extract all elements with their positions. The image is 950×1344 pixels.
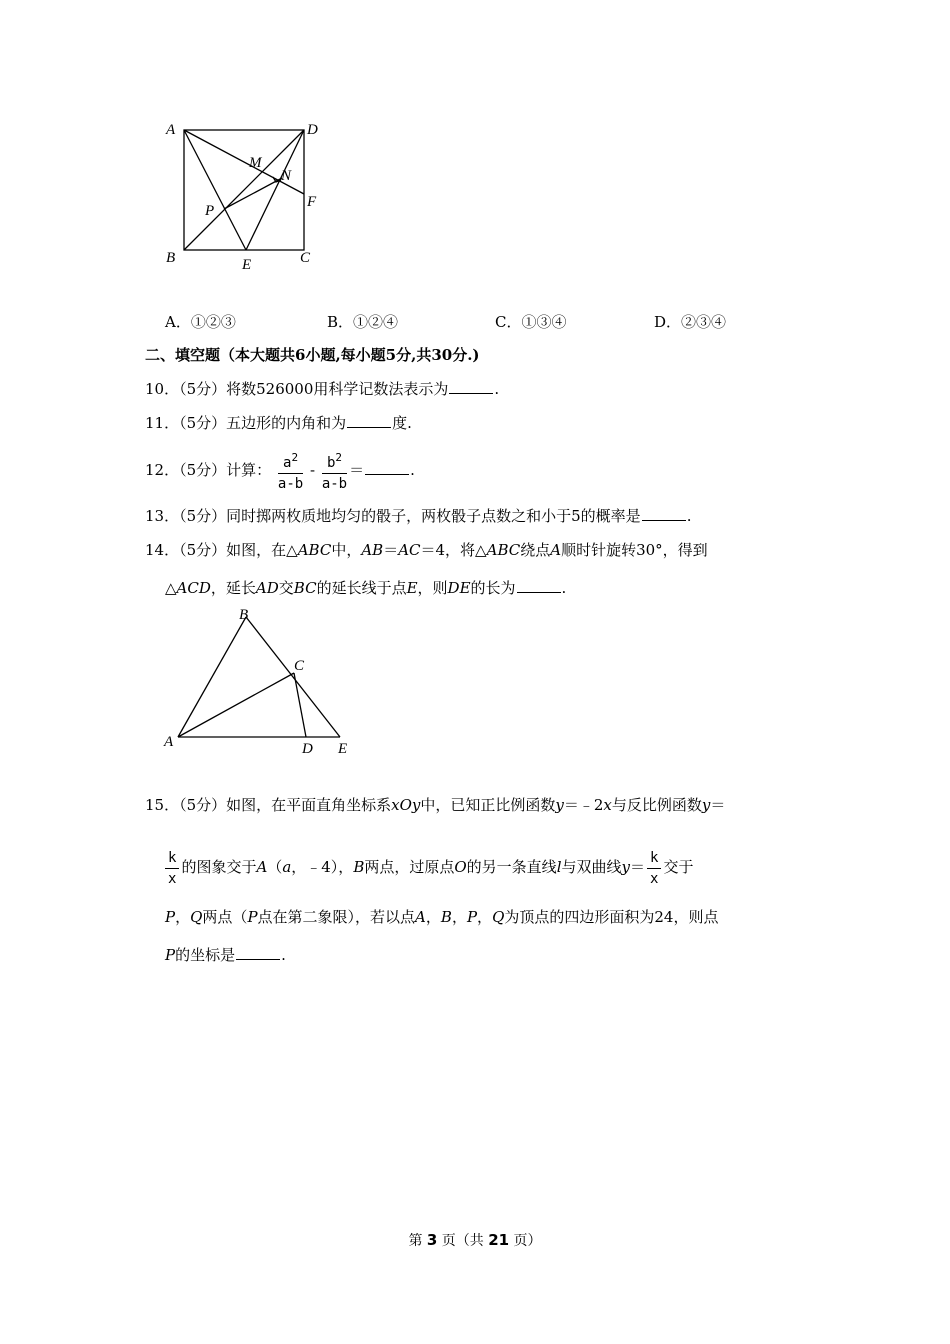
square-diagram (160, 118, 330, 278)
label-p: P (205, 203, 215, 219)
fraction-b2: $\frac{b^2}{a-b}$ (321, 451, 348, 492)
triangle-diagram (160, 605, 360, 760)
label-d: D (302, 741, 313, 757)
label-n: N (281, 168, 292, 184)
question-15-line-3: P，Q两点（P点在第二象限），若以点A，B，P，Q为顶点的四边形面积为24，则点 (165, 908, 719, 926)
choice-d: D．②③④ (654, 313, 727, 331)
square-figure (160, 118, 330, 278)
label-c: C (294, 658, 305, 674)
label-e: E (338, 741, 348, 757)
fraction-a2: $\frac{a^2}{a-b}$ (277, 451, 304, 492)
question-14-line-2: △ACD，延长AD交BC的延长线于点E，则DE的长为 . (165, 579, 567, 597)
answer-blank (236, 945, 280, 960)
answer-blank (517, 578, 561, 593)
question-15-line-1: 15．（5分）如图，在平面直角坐标系xOy中，已知正比例函数y＝﹣2x与反比例函数y＝ (145, 796, 726, 814)
choice-a: A．①②③ (165, 313, 236, 331)
question-15-line-2: $\frac{k}{x}$ 的图象交于A（a，﹣4），B两点，过原点O的另一条直线l与双曲线y＝ $\frac{k}{x}$ 交于 (165, 845, 693, 889)
answer-blank (347, 413, 391, 428)
answer-blank (365, 460, 409, 475)
fraction-k-over-x: $\frac{k}{x}$ (165, 849, 179, 888)
choice-b: B．①②④ (327, 313, 399, 331)
section-heading: 二、填空题（本大题共6小题,每小题5分,共30分.) (145, 346, 480, 364)
question-11: 11．（5分）五边形的内角和为 度. (145, 414, 412, 432)
label-m: M (249, 155, 262, 171)
question-15-line-4: P的坐标是 . (165, 946, 286, 964)
fraction-k-over-x-2: $\frac{k}{x}$ (647, 849, 661, 888)
choice-c: C．①③④ (495, 313, 567, 331)
answer-blank (642, 506, 686, 521)
label-a: A (166, 122, 176, 138)
answer-blank (449, 379, 493, 394)
triangle-figure (160, 605, 360, 760)
question-12: 12．（5分）计算： $\frac{a^2}{a-b}$ - $\frac{b^2}{a-b}$ ＝ . (145, 451, 415, 492)
label-f: F (307, 194, 317, 210)
label-d: D (307, 122, 318, 138)
page-footer: 第 3 页（共 21 页） (408, 1231, 542, 1249)
question-14-line-1: 14．（5分）如图，在△ABC中，AB＝AC＝4，将△ABC绕点A顺时针旋转30°，得到 (145, 541, 708, 559)
label-a: A (164, 734, 174, 750)
label-b: B (239, 607, 249, 623)
label-b: B (166, 250, 176, 266)
question-10: 10．（5分）将数526000用科学记数法表示为 . (145, 380, 500, 398)
label-c: C (300, 250, 311, 266)
label-e: E (242, 257, 252, 273)
question-13: 13．（5分）同时掷两枚质地均匀的骰子，两枚骰子点数之和小于5的概率是 . (145, 507, 692, 525)
